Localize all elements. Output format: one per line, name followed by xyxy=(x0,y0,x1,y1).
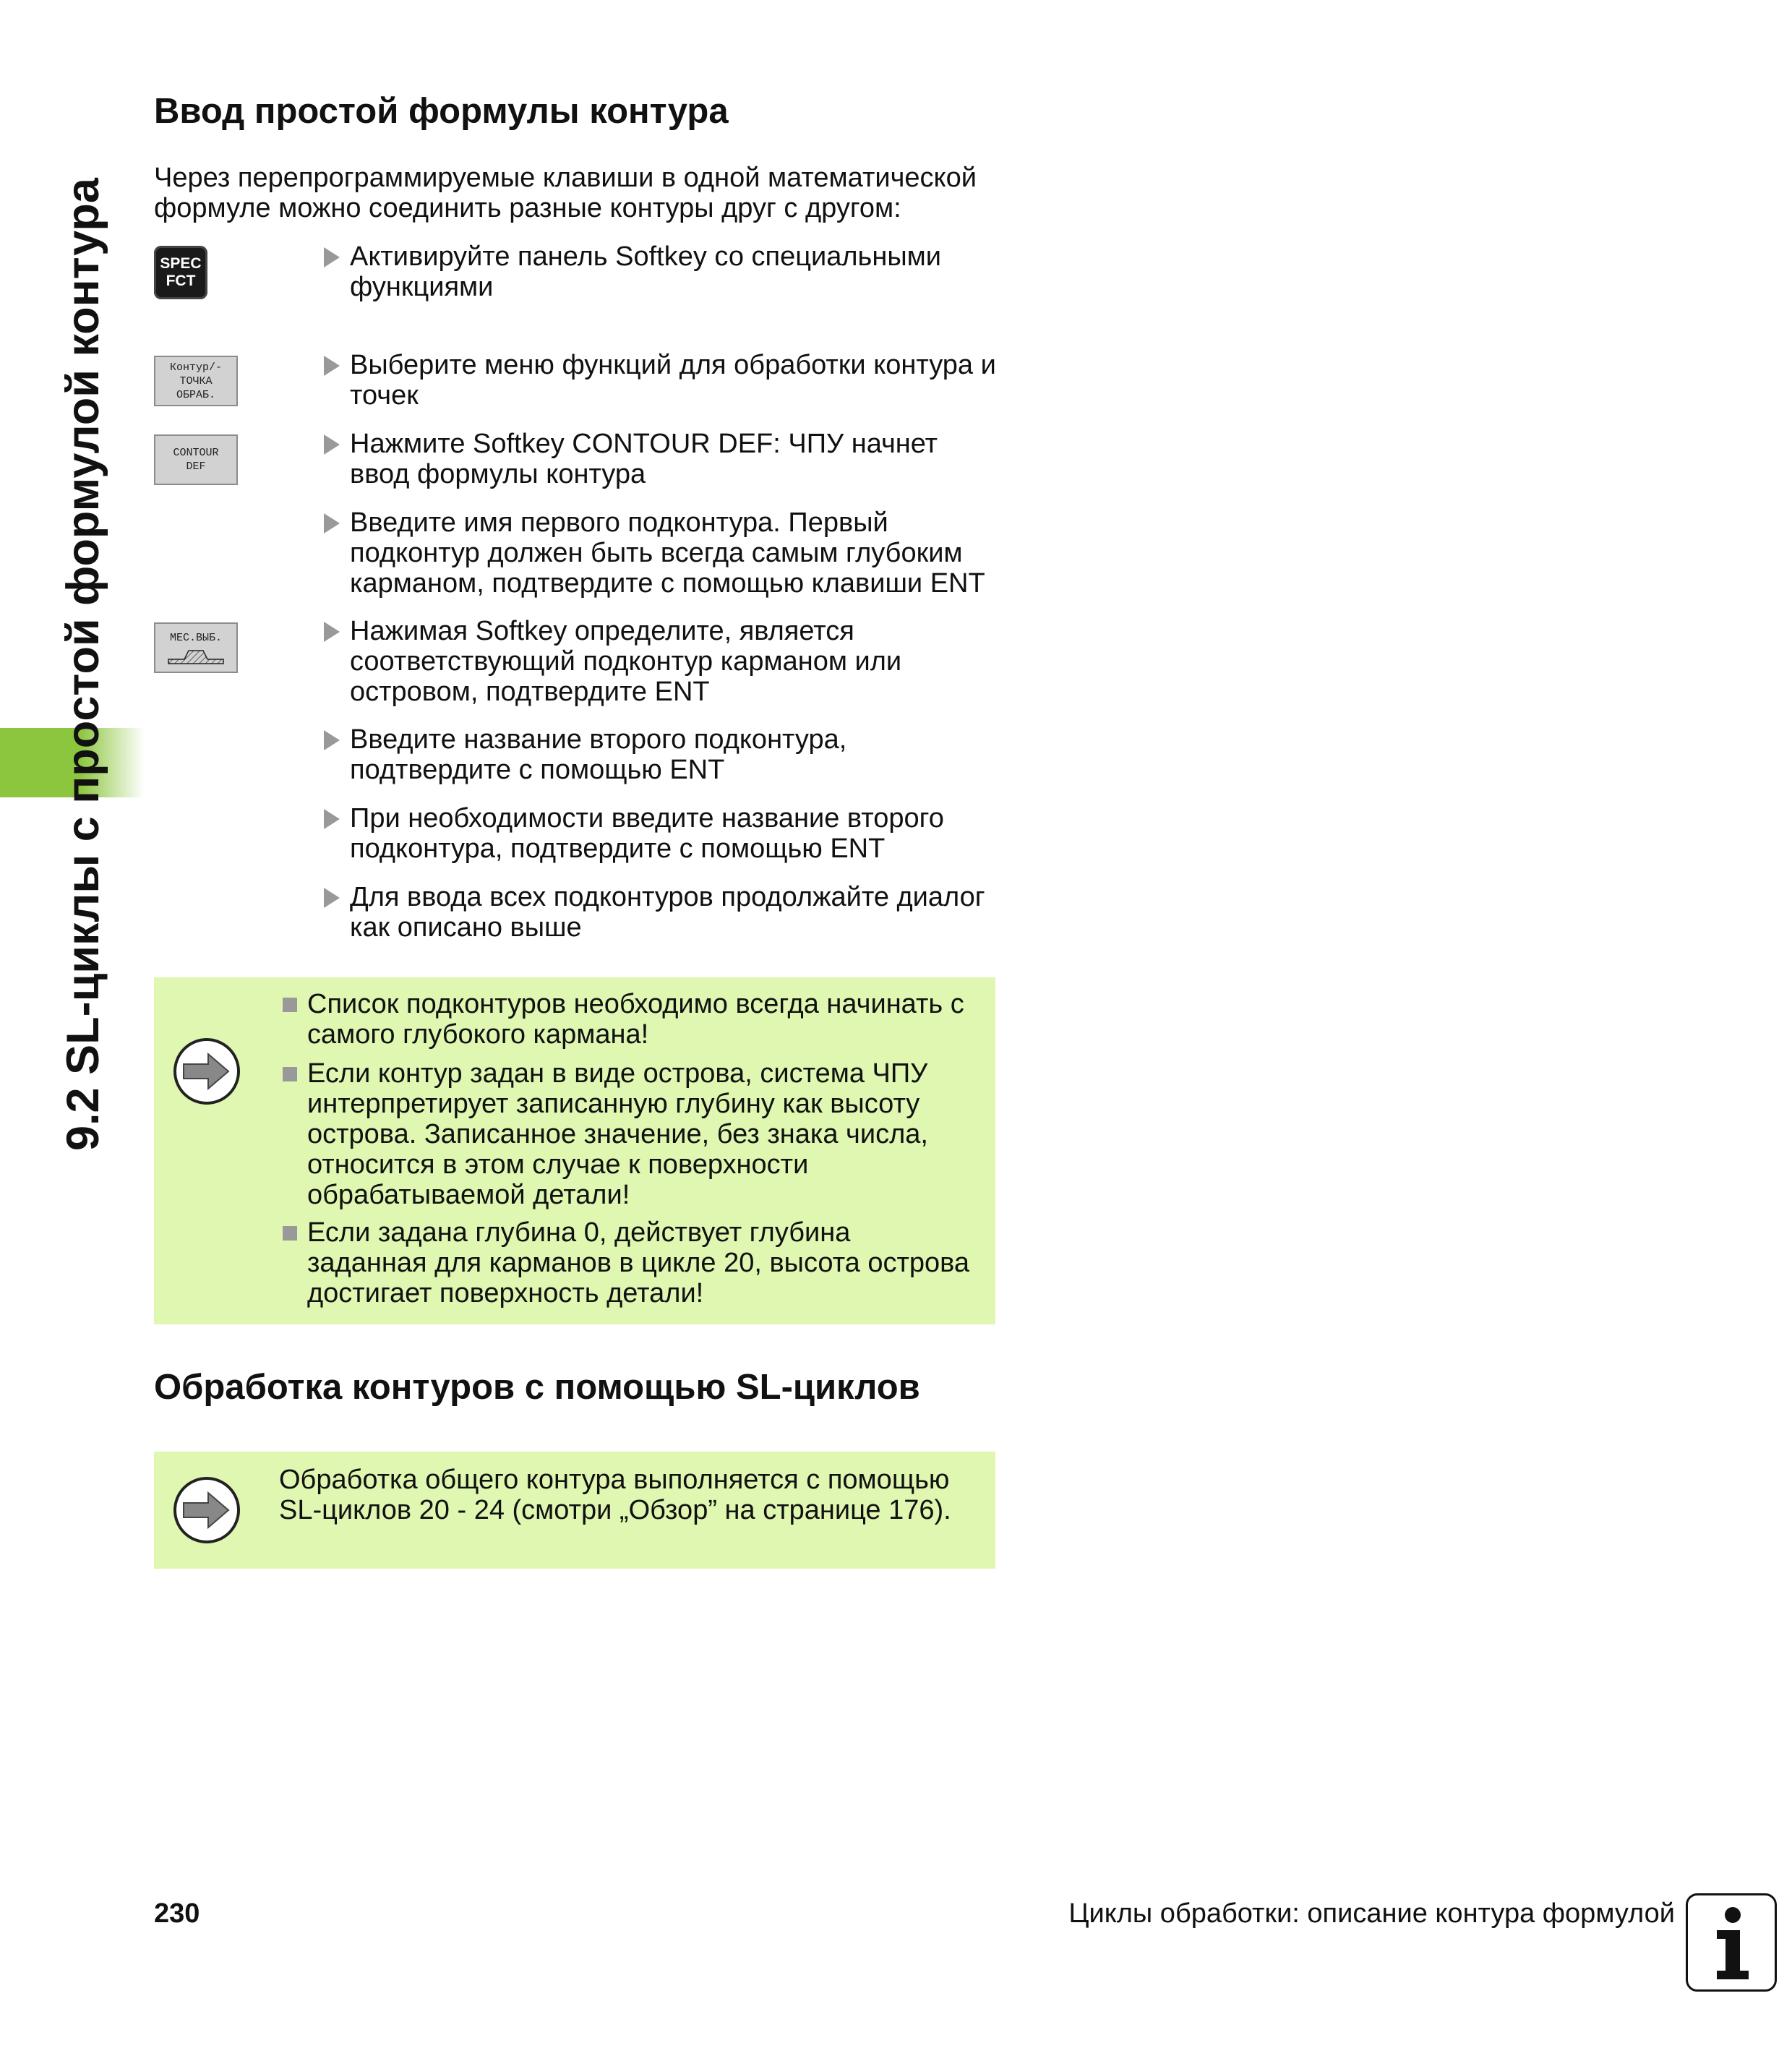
intro-paragraph: Через перепрограммируемые клавиши в одной математической формуле можно соединить разные контуры друг с другом: xyxy=(154,163,977,223)
info-glyph-icon xyxy=(1688,1895,1775,1989)
area-select-softkey-icon: МЕС.ВЫБ. xyxy=(154,622,238,673)
info-icon xyxy=(1686,1893,1777,1992)
triangle-bullet-icon xyxy=(324,356,340,376)
arrow-right-icon xyxy=(172,1037,241,1106)
triangle-bullet-icon xyxy=(324,247,340,267)
note-bullet-2: Если контур задан в виде острова, система ЧПУ интерпретирует записанную глубину как высоту острова. Записанное значение, без знака числа, относится в этом случае к поверхности обрабатываемой детали! xyxy=(283,1058,977,1210)
step-7: При необходимости введите название второго подконтура, подтвердите с помощью ENT xyxy=(324,803,996,864)
step-4: Введите имя первого подконтура. Первый подконтур должен быть всегда самым глубоким карманом, подтвердите с помощью клавиши ENT xyxy=(324,507,996,599)
square-bullet-icon xyxy=(283,1067,297,1081)
step-5: Нажимая Softkey определите, является соответствующий подконтур карманом или островом, подтвердите ENT xyxy=(324,616,996,707)
section-heading-sl-cycles: Обработка контуров с помощью SL-циклов xyxy=(154,1368,920,1407)
note-box-sl-cycles xyxy=(154,1452,995,1569)
page-number: 230 xyxy=(154,1898,200,1929)
note-bullet-1: Список подконтуров необходимо всегда начинать с самого глубокого кармана! xyxy=(283,989,977,1050)
note-bullet-3: Если задана глубина 0, действует глубина заданная для карманов в цикле 20, высота острова достигает поверхность детали! xyxy=(283,1217,977,1308)
step-2: Выберите меню функций для обработки контура и точек xyxy=(324,350,996,411)
step-1: Активируйте панель Softkey со специальными функциями xyxy=(324,241,996,302)
note-text-sl-cycles: Обработка общего контура выполняется с помощью SL-циклов 20 - 24 (смотри „Обзор” на странице 176). xyxy=(279,1465,951,1525)
step-8: Для ввода всех подконтуров продолжайте диалог как описано выше xyxy=(324,882,996,943)
step-3: Нажмите Softkey CONTOUR DEF: ЧПУ начнет ввод формулы контура xyxy=(324,429,996,489)
triangle-bullet-icon xyxy=(324,809,340,829)
section-heading-simple-formula: Ввод простой формулы контура xyxy=(154,92,729,131)
triangle-bullet-icon xyxy=(324,622,340,642)
triangle-bullet-icon xyxy=(324,730,340,750)
note-box-subcontours xyxy=(154,977,995,1324)
triangle-bullet-icon xyxy=(324,434,340,455)
footer-chapter-title: Циклы обработки: описание контура формулой xyxy=(1068,1898,1675,1929)
arrow-right-icon xyxy=(172,1475,241,1545)
contour-point-softkey-icon: Контур/- ТОЧКА ОБРАБ. xyxy=(154,356,238,406)
spec-fct-key-icon: SPEC FCT xyxy=(154,246,207,299)
chapter-side-title: 9.2 SL-циклы с простой формулой контура xyxy=(58,178,108,1151)
triangle-bullet-icon xyxy=(324,888,340,908)
triangle-bullet-icon xyxy=(324,513,340,534)
square-bullet-icon xyxy=(283,1226,297,1241)
contour-def-softkey-icon: CONTOUR DEF xyxy=(154,434,238,485)
island-pocket-icon xyxy=(167,646,225,665)
step-6: Введите название второго подконтура, подтвердите с помощью ENT xyxy=(324,724,996,785)
square-bullet-icon xyxy=(283,998,297,1012)
